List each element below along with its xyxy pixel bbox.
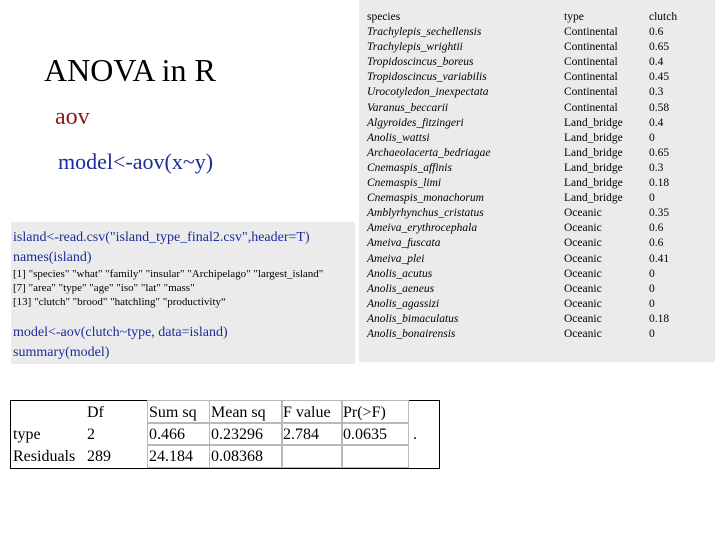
type-cell: Oceanic — [564, 312, 602, 325]
clutch-cell: 0 — [649, 192, 655, 205]
console-output-line: [13] "clutch" "brood" "hatchling" "productivity“ — [13, 296, 226, 308]
type-cell: Continental — [564, 26, 618, 39]
type-cell: Oceanic — [564, 237, 602, 250]
species-cell: Trachylepis_wrightii — [367, 41, 463, 54]
clutch-cell: 0.65 — [649, 146, 670, 159]
species-cell: Urocotyledon_inexpectata — [367, 86, 489, 99]
r-console-panel — [11, 222, 355, 364]
anova-header-meansq: Mean sq — [211, 404, 266, 421]
type-cell: Land_bridge — [564, 161, 623, 174]
anova-cell-sumsq: 0.466 — [149, 426, 185, 443]
clutch-cell: 0.6 — [649, 222, 664, 235]
clutch-cell: 0.6 — [649, 26, 664, 39]
clutch-cell: 0 — [649, 267, 655, 280]
anova-row-label: Residuals — [13, 448, 76, 465]
anova-header-sumsq: Sum sq — [149, 404, 197, 421]
anova-cell-pr: 0.0635 — [343, 426, 387, 443]
species-cell: Trachylepis_sechellensis — [367, 26, 482, 39]
clutch-cell: 0.18 — [649, 177, 670, 190]
species-cell: Ameiva_fuscata — [367, 237, 441, 250]
species-cell: Cnemaspis_limi — [367, 177, 442, 190]
type-cell: Land_bridge — [564, 116, 623, 129]
type-cell: Continental — [564, 71, 618, 84]
clutch-cell: 0 — [649, 327, 655, 340]
type-cell: Oceanic — [564, 207, 602, 220]
type-cell: Land_bridge — [564, 146, 623, 159]
clutch-cell: 0.18 — [649, 312, 670, 325]
anova-header-fvalue: F value — [283, 404, 331, 421]
species-cell: Anolis_wattsi — [367, 131, 430, 144]
console-output-line: [7] "area" "type" "age" "iso" "lat" "mass" — [13, 282, 195, 294]
type-cell: Continental — [564, 56, 618, 69]
slide-title: ANOVA in R — [44, 52, 216, 88]
clutch-cell: 0.3 — [649, 86, 664, 99]
anova-cell-meansq: 0.08368 — [211, 448, 263, 465]
species-cell: Anolis_agassizi — [367, 297, 440, 310]
anova-cell-meansq: 0.23296 — [211, 426, 263, 443]
species-cell: Tropidoscincus_boreus — [367, 56, 474, 69]
clutch-cell: 0.45 — [649, 71, 670, 84]
island-data-table — [359, 0, 715, 362]
species-cell: Amblyrhynchus_cristatus — [367, 207, 484, 220]
species-cell: Ameiva_erythrocephala — [367, 222, 478, 235]
clutch-cell: 0 — [649, 131, 655, 144]
type-cell: Continental — [564, 86, 618, 99]
species-cell: Ameiva_plei — [367, 252, 425, 265]
console-output-line: [1] "species" "what" "family" "insular" "Archipelago" "largest_island" — [13, 268, 324, 280]
clutch-cell: 0 — [649, 282, 655, 295]
type-column — [564, 10, 623, 340]
column-header-type: type — [564, 11, 584, 23]
clutch-cell: 0.41 — [649, 252, 670, 265]
type-cell: Land_bridge — [564, 177, 623, 190]
anova-cell-sumsq: 24.184 — [149, 448, 193, 465]
subtitle-model-formula: model<-aov(x~y) — [58, 149, 214, 174]
type-cell: Oceanic — [564, 282, 602, 295]
column-header-species: species — [367, 11, 401, 23]
code-line-read-csv: island<-read.csv("island_type_final2.csv",header=T) — [13, 230, 310, 245]
species-cell: Archaeolacerta_bedriagae — [367, 146, 491, 159]
species-cell: Anolis_bimaculatus — [367, 312, 459, 325]
code-line-summary: summary(model) — [13, 345, 110, 360]
species-cell: Tropidoscincus_variabilis — [367, 71, 487, 84]
clutch-cell: 0.65 — [649, 41, 670, 54]
type-cell: Land_bridge — [564, 131, 623, 144]
species-cell: Algyroides_fitzingeri — [367, 116, 464, 129]
code-line-names: names(island) — [13, 250, 92, 265]
anova-cell-df: 289 — [87, 448, 111, 465]
type-cell: Oceanic — [564, 222, 602, 235]
type-cell: Continental — [564, 101, 618, 114]
type-cell: Oceanic — [564, 297, 602, 310]
anova-summary-table — [10, 400, 440, 469]
type-cell: Oceanic — [564, 327, 602, 340]
subtitle-aov: aov — [55, 104, 90, 130]
species-cell: Anolis_aeneus — [367, 282, 435, 295]
column-header-clutch: clutch — [649, 11, 678, 23]
clutch-column — [649, 10, 678, 340]
anova-significance-code: . — [413, 426, 417, 443]
species-cell: Anolis_acutus — [367, 267, 433, 280]
anova-header-pr: Pr(>F) — [343, 404, 386, 421]
clutch-cell: 0.3 — [649, 161, 664, 174]
clutch-cell: 0.4 — [649, 116, 664, 129]
clutch-cell: 0.58 — [649, 101, 670, 114]
species-cell: Anolis_bonairensis — [367, 327, 456, 340]
species-column — [367, 10, 491, 340]
type-cell: Land_bridge — [564, 192, 623, 205]
type-cell: Oceanic — [564, 252, 602, 265]
species-cell: Varanus_beccarii — [367, 101, 449, 114]
clutch-cell: 0.35 — [649, 207, 670, 220]
type-cell: Continental — [564, 41, 618, 54]
type-cell: Oceanic — [564, 267, 602, 280]
clutch-cell: 0.6 — [649, 237, 664, 250]
clutch-cell: 0 — [649, 297, 655, 310]
anova-row-label: type — [13, 426, 41, 443]
anova-cell-fvalue: 2.784 — [283, 426, 319, 443]
species-cell: Cnemaspis_monachorum — [367, 192, 484, 205]
code-line-aov: model<-aov(clutch~type, data=island) — [13, 325, 228, 340]
species-cell: Cnemaspis_affinis — [367, 161, 452, 174]
anova-cell-df: 2 — [87, 426, 95, 443]
clutch-cell: 0.4 — [649, 56, 664, 69]
anova-header-df: Df — [87, 404, 104, 421]
